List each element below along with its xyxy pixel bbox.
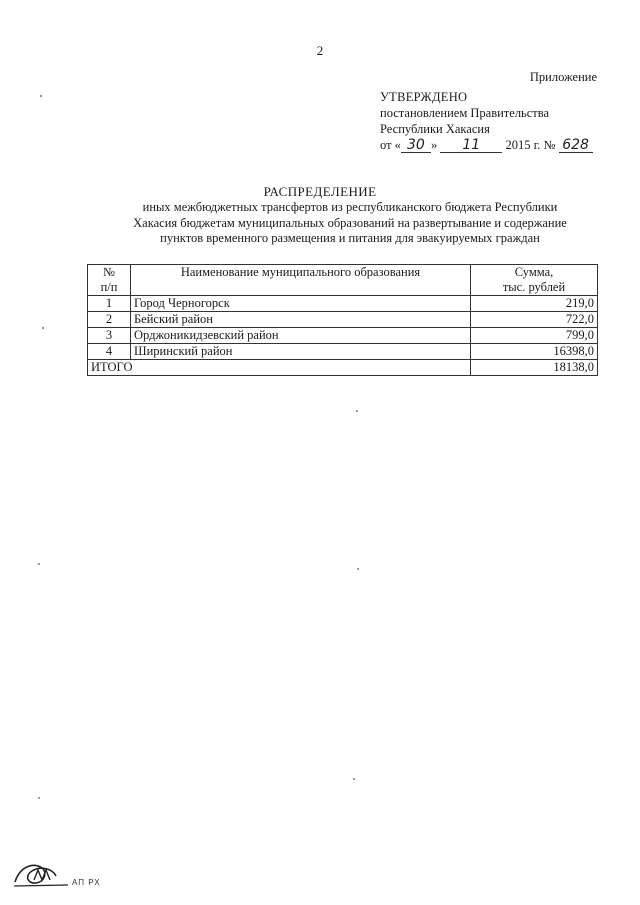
approval-date-line <box>380 137 593 153</box>
table-total-row <box>88 360 598 376</box>
header-num-line: № <box>103 265 115 279</box>
scan-speck <box>356 410 358 412</box>
scan-speck <box>42 327 44 329</box>
subtitle-line: пунктов временного размещения и питания для эвакуируемых граждан <box>160 231 540 245</box>
row-sum: 16398,0 <box>471 344 598 360</box>
row-num: 3 <box>88 328 131 344</box>
scan-speck <box>38 563 40 565</box>
handwritten-day: 30 <box>401 139 431 153</box>
date-prefix: от « <box>380 138 401 152</box>
row-name: Орджоникидзевский район <box>131 328 471 344</box>
appendix-label: Приложение <box>529 70 597 84</box>
header-sum-line: тыс. рублей <box>502 280 566 294</box>
handwritten-number: 628 <box>559 139 593 153</box>
row-name: Ширинский район <box>131 344 471 360</box>
scan-speck <box>40 95 42 97</box>
header-sum <box>471 265 598 296</box>
total-sum: 18138,0 <box>471 360 598 376</box>
header-num-line: п/п <box>100 280 118 294</box>
document-subtitle <box>90 200 610 247</box>
row-num: 2 <box>88 312 131 328</box>
table-header-row <box>88 265 598 296</box>
header-sum-line: Сумма, <box>514 265 554 279</box>
total-label: ИТОГО <box>88 360 471 376</box>
header-name: Наименование муниципального образования <box>131 265 471 296</box>
distribution-table <box>87 264 598 376</box>
row-name: Город Черногорск <box>131 296 471 312</box>
signature-mark-icon <box>12 858 72 890</box>
row-num: 1 <box>88 296 131 312</box>
row-num: 4 <box>88 344 131 360</box>
approval-republic: Республики Хакасия <box>380 122 490 136</box>
row-name: Бейский район <box>131 312 471 328</box>
row-sum: 799,0 <box>471 328 598 344</box>
page-number: 2 <box>316 43 324 58</box>
approval-heading: УТВЕРЖДЕНО <box>380 90 468 104</box>
header-num <box>88 265 131 296</box>
table-row <box>88 296 598 312</box>
scan-speck <box>357 568 359 570</box>
scan-speck <box>353 778 355 780</box>
date-year: 2015 г. № <box>505 138 556 152</box>
approval-block <box>380 89 593 153</box>
table-row <box>88 328 598 344</box>
approval-resolution: постановлением Правительства <box>380 106 550 120</box>
row-sum: 219,0 <box>471 296 598 312</box>
scan-speck <box>38 797 40 799</box>
table-row <box>88 312 598 328</box>
subtitle-line: Хакасия бюджетам муниципальных образований на развертывание и содержание <box>133 215 567 230</box>
date-mid: » <box>430 138 438 152</box>
document-title: РАСПРЕДЕЛЕНИЕ <box>263 184 377 199</box>
subtitle-line: иных межбюджетных трансфертов из республиканского бюджета Республики <box>142 200 558 214</box>
footer-stamp: АП РХ <box>72 878 101 887</box>
row-sum: 722,0 <box>471 312 598 328</box>
handwritten-month: 11 <box>440 139 502 153</box>
table-row <box>88 344 598 360</box>
